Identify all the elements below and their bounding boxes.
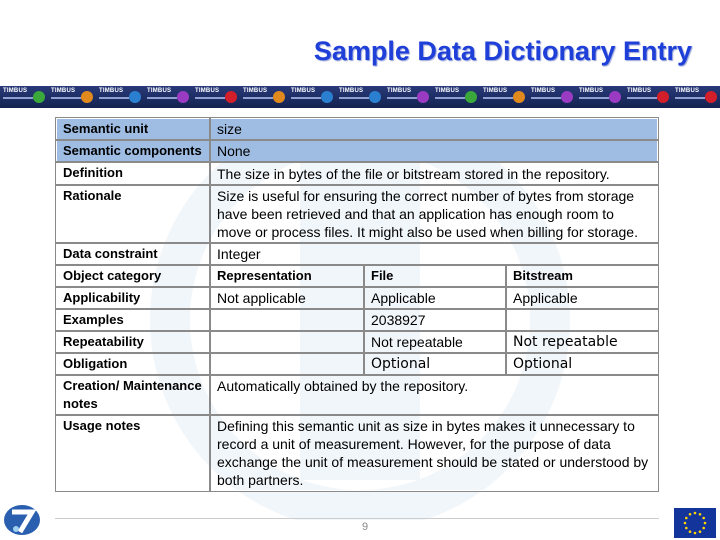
footer-divider [55,518,659,519]
stop-icon [705,91,717,103]
banner-tile [192,86,240,108]
cell-applicability-representation: Not applicable [210,287,364,309]
cell-examples-file: 2038927 [364,309,506,331]
table-row [56,375,658,415]
cell-repeatability-file: Not repeatable [364,331,506,353]
cell-examples-representation [210,309,364,331]
refresh-icon [81,91,93,103]
banner-tile [0,86,48,108]
banner-tile [288,86,336,108]
banner-tile-label: TIMBUS [147,88,172,94]
banner-tile [240,86,288,108]
row-value-data-constraint: Integer [210,243,658,265]
banner-tile [384,86,432,108]
table-row [56,243,658,265]
table-row [56,265,658,287]
banner-tile [96,86,144,108]
timbus-banner [0,86,720,108]
table-row [56,353,658,375]
eu-flag-icon [674,508,716,538]
play-icon [177,91,189,103]
row-label-usage-notes: Usage notes [56,415,210,491]
play-icon [609,91,621,103]
banner-tile-label: TIMBUS [291,88,316,94]
pause-icon [273,91,285,103]
row-value-semantic-components: None [210,140,658,162]
table-row [56,287,658,309]
row-label-semantic-unit: Semantic unit [56,118,210,140]
banner-tile [624,86,672,108]
stop-icon [657,91,669,103]
banner-tile-label: TIMBUS [627,88,652,94]
row-label-semantic-components: Semantic components [56,140,210,162]
row-value-semantic-unit: size [210,118,658,140]
table-row [56,118,658,140]
banner-tile [672,86,720,108]
banner-tile-label: TIMBUS [435,88,460,94]
banner-tile-label: TIMBUS [243,88,268,94]
banner-tile [528,86,576,108]
table-row [56,309,658,331]
col-header-bitstream: Bitstream [506,265,658,287]
cell-repeatability-bitstream: Not repeatable [506,331,658,353]
table-row [56,185,658,243]
col-header-representation: Representation [210,265,364,287]
banner-tile-label: TIMBUS [675,88,700,94]
banner-tile [576,86,624,108]
row-label-repeatability: Repeatability [56,331,210,353]
fp7-logo [2,502,42,538]
banner-tile [144,86,192,108]
page-number: 9 [362,521,369,533]
cell-repeatability-representation [210,331,364,353]
cell-applicability-file: Applicable [364,287,506,309]
row-label-creation-notes: Creation/ Maintenance notes [56,375,210,415]
table-row [56,162,658,185]
fast-forward-icon [369,91,381,103]
row-value-definition: The size in bytes of the file or bitstream stored in the repository. [210,162,658,185]
table-row [56,140,658,162]
rewind-icon [321,91,333,103]
row-value-rationale: Size is useful for ensuring the correct number of bytes from storage have been retrieved and that an application has enough room to move or process files. It might also be used when billing for storage. [210,185,658,243]
refresh-icon [513,91,525,103]
table-row [56,331,658,353]
row-label-object-category: Object category [56,265,210,287]
data-dictionary-table [55,117,659,492]
play-icon [129,91,141,103]
row-label-data-constraint: Data constraint [56,243,210,265]
stop-icon [225,91,237,103]
banner-tile [480,86,528,108]
cell-obligation-bitstream: Optional [506,353,658,375]
check-icon [465,91,477,103]
row-label-definition: Definition [56,162,210,185]
play-icon [561,91,573,103]
banner-tile-label: TIMBUS [195,88,220,94]
banner-tile-label: TIMBUS [339,88,364,94]
banner-tile-label: TIMBUS [51,88,76,94]
row-label-rationale: Rationale [56,185,210,243]
row-label-applicability: Applicability [56,287,210,309]
row-label-examples: Examples [56,309,210,331]
table-row [56,415,658,491]
banner-tile [48,86,96,108]
cell-applicability-bitstream: Applicable [506,287,658,309]
banner-tile-label: TIMBUS [531,88,556,94]
slide-title: Sample Data Dictionary Entry [313,36,692,66]
row-label-obligation: Obligation [56,353,210,375]
col-header-file: File [364,265,506,287]
banner-tile-label: TIMBUS [483,88,508,94]
banner-tile-label: TIMBUS [579,88,604,94]
banner-tile-label: TIMBUS [3,88,28,94]
row-value-creation-notes: Automatically obtained by the repository. [210,375,658,415]
rewind-icon [417,91,429,103]
banner-tile-label: TIMBUS [387,88,412,94]
check-icon [33,91,45,103]
cell-obligation-representation [210,353,364,375]
banner-tile [336,86,384,108]
row-value-usage-notes: Defining this semantic unit as size in bytes makes it unnecessary to record a unit of measurement. However, for the purpose of data exchange the unit of measurement should be stated or understood by both partners. [210,415,658,491]
cell-obligation-file: Optional [364,353,506,375]
banner-tile [432,86,480,108]
banner-tile-label: TIMBUS [99,88,124,94]
cell-examples-bitstream [506,309,658,331]
